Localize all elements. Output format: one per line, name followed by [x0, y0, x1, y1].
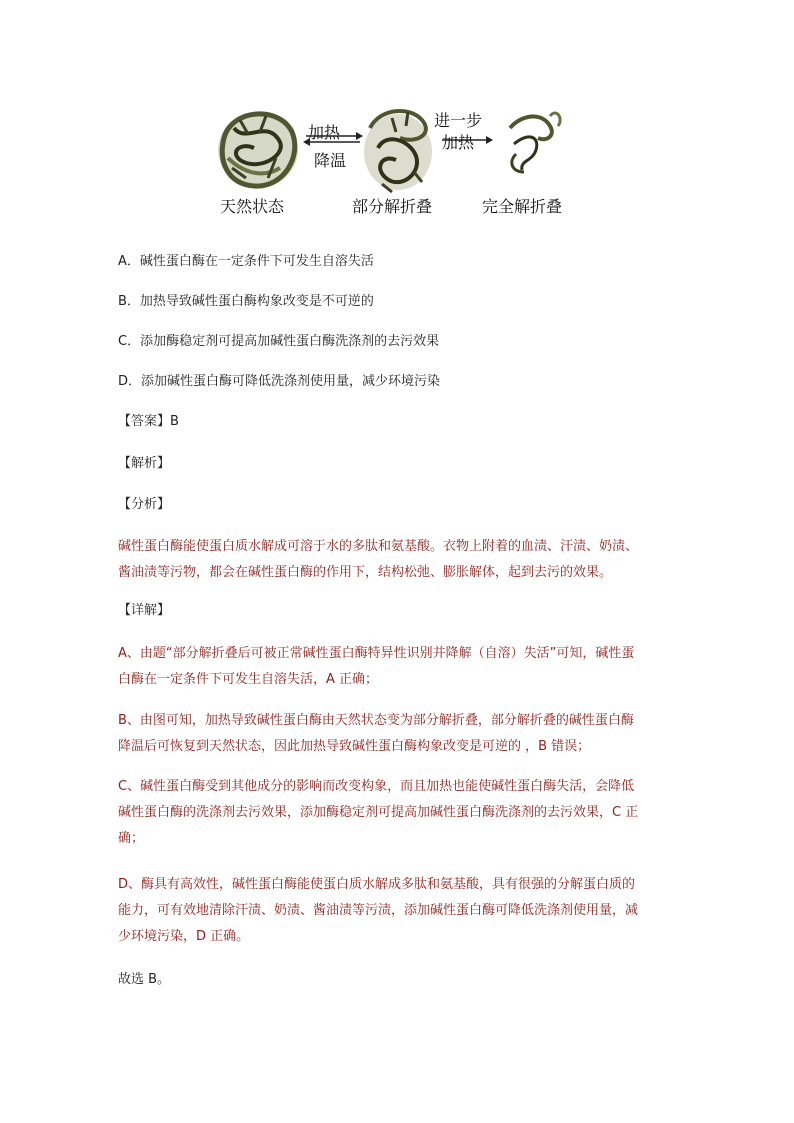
fenxi-line: 酱油渍等污物，都会在碱性蛋白酶的作用下，结构松弛、膨胀解体，起到去污的效果。 [118, 565, 613, 580]
answer-label: 【答案】B [118, 414, 179, 429]
conclusion: 故选 B。 [118, 972, 171, 987]
option-c: C．添加酶稳定剂可提高加碱性蛋白酶洗涤剂的去污效果 [118, 334, 440, 349]
detail-c-line: 碱性蛋白酶的洗涤剂去污效果，添加酶稳定剂可提高加碱性蛋白酶洗涤剂的去污效果，C 正 [118, 805, 639, 820]
arrow1-bottom-label: 降温 [314, 151, 347, 170]
state-unfolded-label: 完全解折叠 [482, 197, 563, 216]
option-b: B．加热导致碱性蛋白酶构象改变是不可逆的 [118, 294, 374, 309]
option-d: D．添加碱性蛋白酶可降低洗涤剂使用量，减少环境污染 [118, 374, 441, 389]
detail-b-paragraph [118, 708, 688, 760]
fenxi-line: 碱性蛋白酶能使蛋白质水解成可溶于水的多肽和氨基酸。衣物上附着的血渍、汗渍、奶渍、 [118, 539, 639, 554]
state-partial-label: 部分解折叠 [352, 197, 433, 216]
fenxi-heading: 【分析】 [118, 497, 171, 512]
detail-c-line: C、碱性蛋白酶受到其他成分的影响而改变构象，而且加热也能使碱性蛋白酶失活，会降低 [118, 779, 635, 794]
arrow2-bottom-label: 加热 [442, 133, 475, 152]
detail-a-line: 白酶在一定条件下可发生自溶失活，A 正确； [118, 672, 379, 687]
protein-unfolding-figure [210, 98, 580, 223]
protein-partial-icon [364, 111, 432, 192]
detail-d-paragraph [118, 872, 688, 950]
arrow1-top-label: 加热 [308, 123, 341, 142]
detail-d-line: 少环境污染，D 正确。 [118, 929, 250, 944]
detail-c-line: 确； [118, 831, 145, 846]
option-a: A．碱性蛋白酶在一定条件下可发生自溶失活 [118, 254, 374, 269]
fenxi-paragraph [118, 534, 688, 586]
detail-d-line: 能力，可有效地清除汗渍、奶渍、酱油渍等污渍，添加碱性蛋白酶可降低洗涤剂使用量，减 [118, 903, 639, 918]
detail-b-line: 降温后可恢复到天然状态，因此加热导致碱性蛋白酶构象改变是可逆的 ，B 错误； [118, 739, 591, 754]
detail-c-paragraph [118, 774, 688, 852]
detail-a-line: A、由题“部分解折叠后可被正常碱性蛋白酶特异性识别并降解（自溶）失活”可知，碱性蛋 [118, 646, 635, 661]
detail-d-line: D、酶具有高效性，碱性蛋白酶能使蛋白质水解成多肽和氨基酸，具有很强的分解蛋白质的 [118, 877, 636, 892]
protein-unfolded-icon [510, 113, 560, 172]
protein-native-icon [218, 112, 298, 188]
arrow2-top-label: 进一步 [434, 111, 483, 130]
state-native-label: 天然状态 [220, 197, 285, 216]
xiangjie-heading: 【详解】 [118, 603, 171, 618]
jiexi-heading: 【解析】 [118, 456, 171, 471]
detail-a-paragraph [118, 641, 688, 693]
detail-b-line: B、由图可知，加热导致碱性蛋白酶由天然状态变为部分解折叠，部分解折叠的碱性蛋白酶 [118, 713, 634, 728]
